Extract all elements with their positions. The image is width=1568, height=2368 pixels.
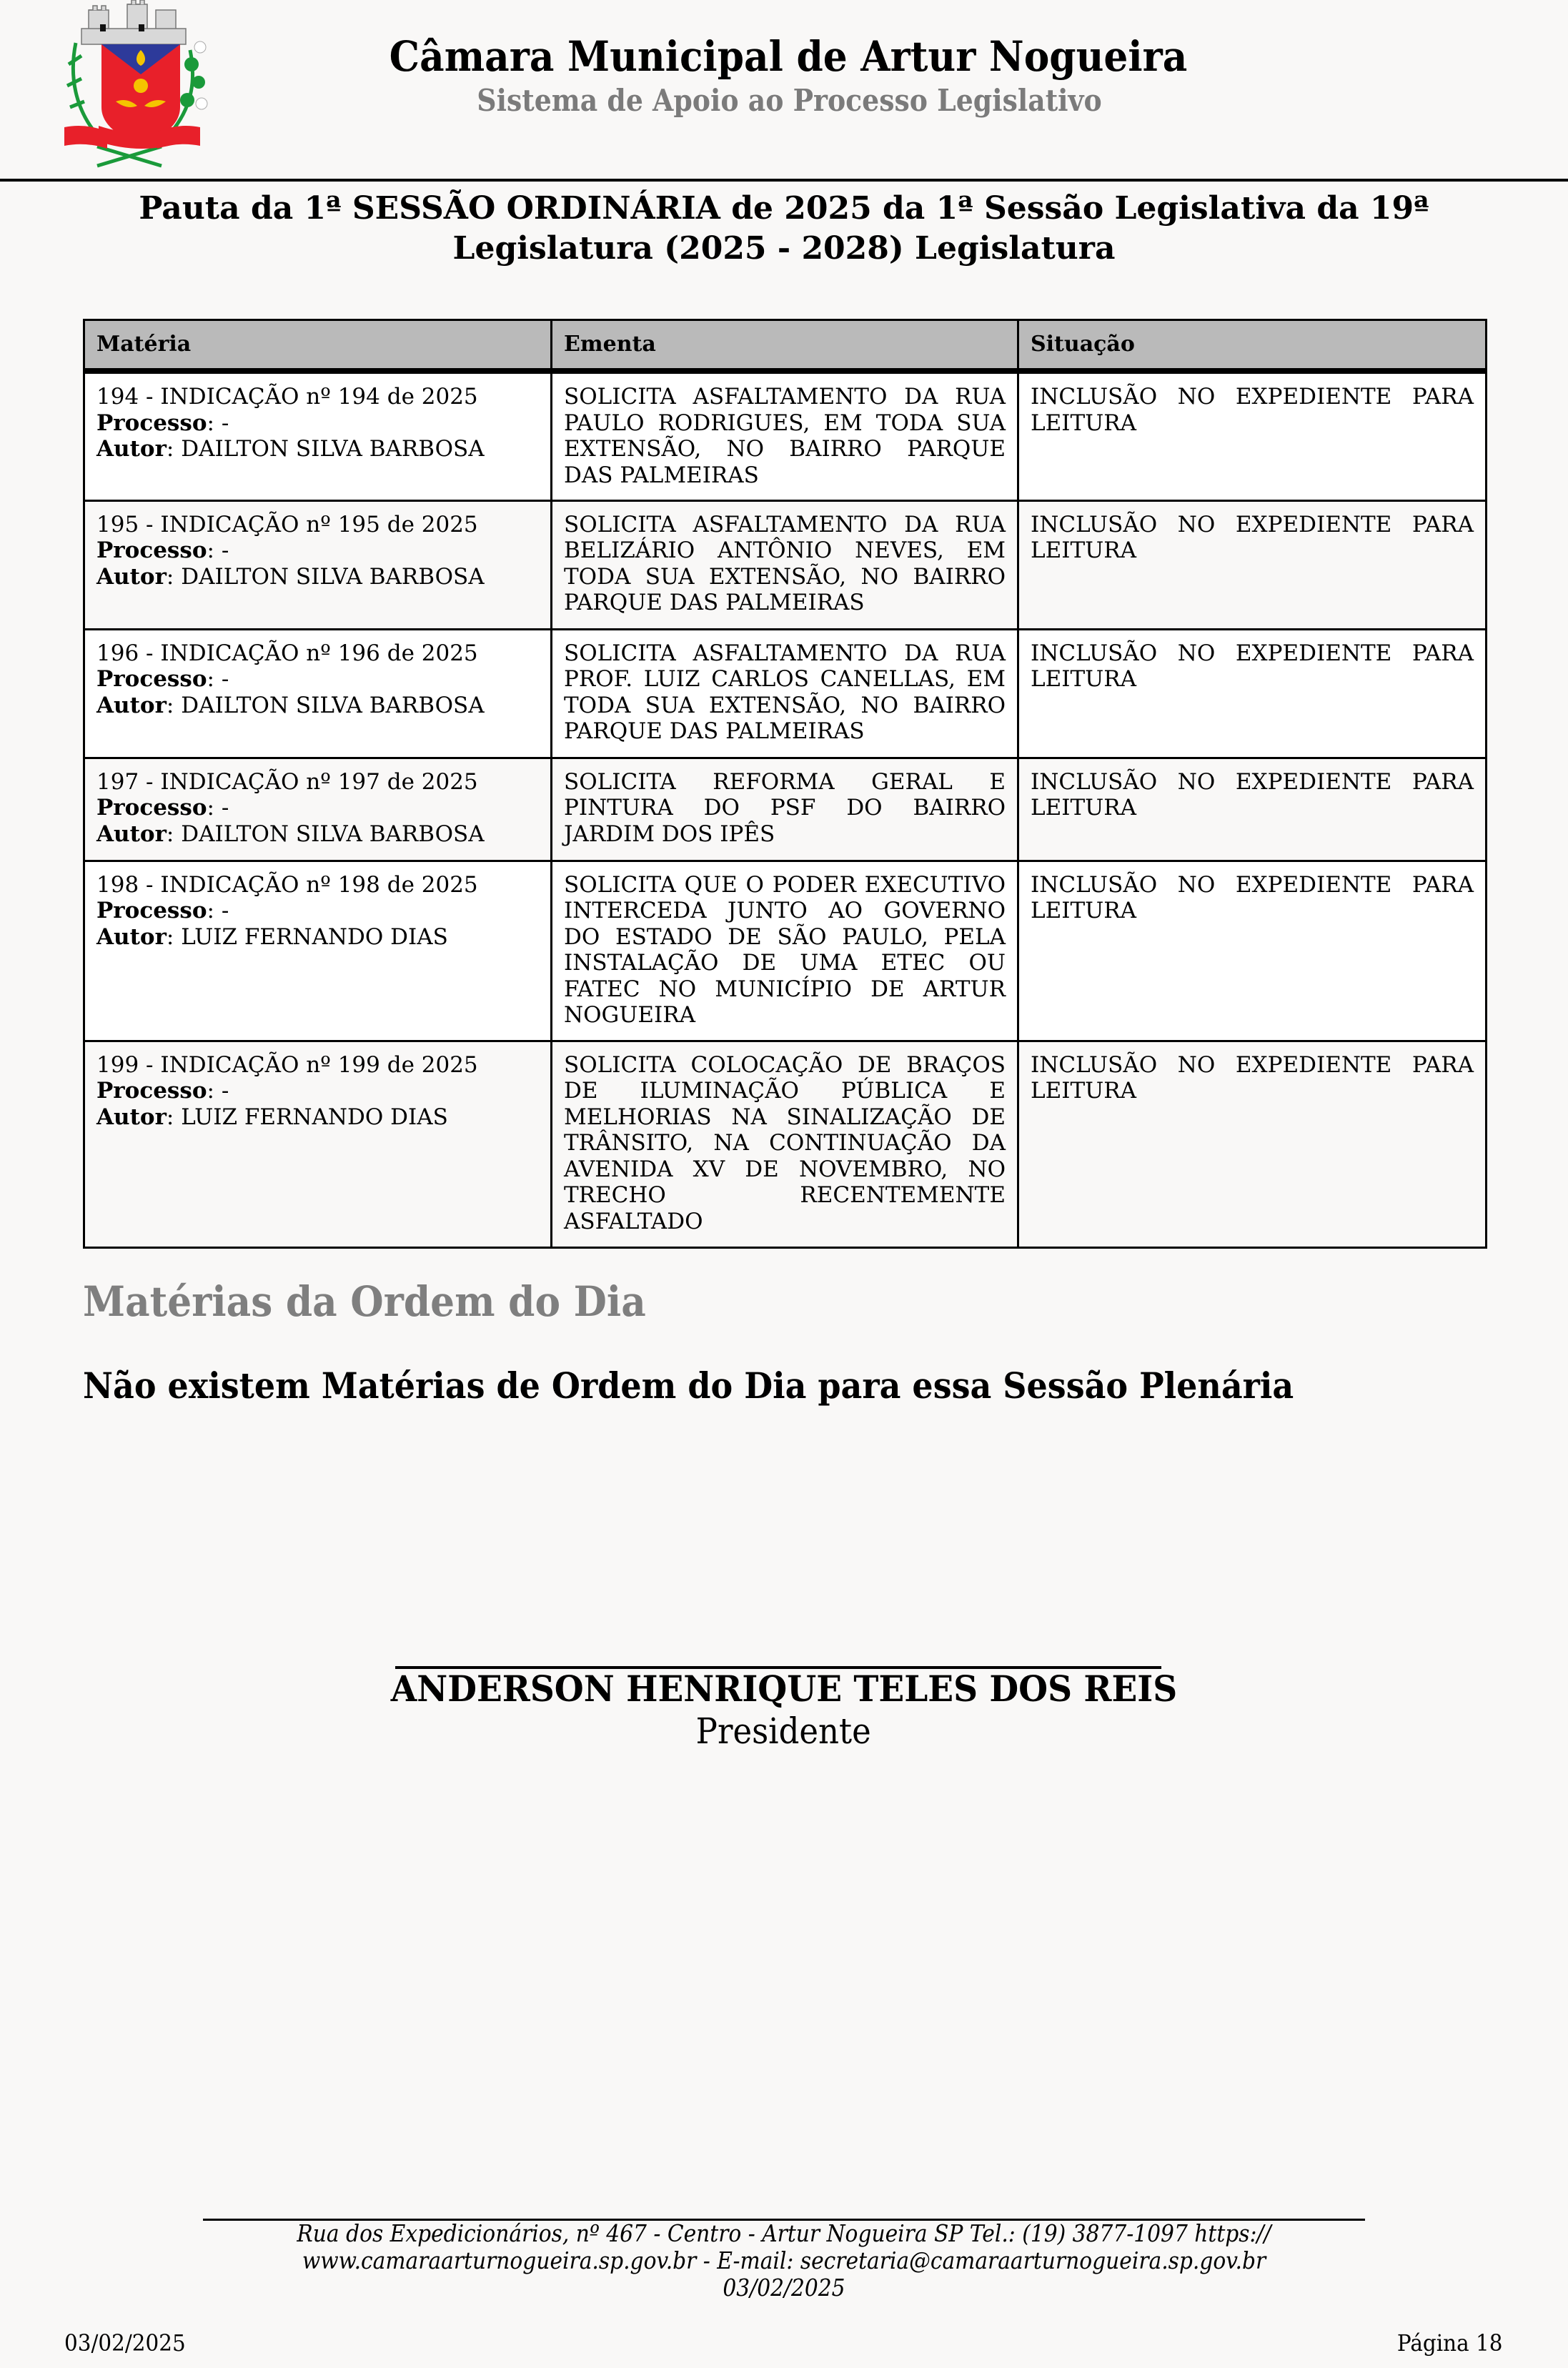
processo-value: : - — [207, 537, 229, 563]
autor-label: Autor — [96, 563, 167, 590]
ordem-do-dia-empty-message: Não existem Matérias de Ordem do Dia para essa Sessão Plenária — [83, 1364, 1294, 1407]
autor-line — [96, 436, 539, 462]
materia-cell — [84, 371, 552, 500]
materia-cell — [84, 629, 552, 758]
materia-title: 197 - INDICAÇÃO nº 197 de 2025 — [96, 768, 478, 795]
organization-subtitle: Sistema de Apoio ao Processo Legislativo — [477, 83, 1102, 118]
organization-title: Câmara Municipal de Artur Nogueira — [389, 32, 1188, 81]
processo-line — [96, 1078, 539, 1104]
table-row — [84, 1041, 1487, 1247]
ementa-cell: SOLICITA ASFALTAMENTO DA RUA PAULO RODRIGUES, EM TODA SUA EXTENSÃO, NO BAIRRO PARQUE DAS PALMEIRAS — [552, 371, 1018, 500]
signatory-name: ANDERSON HENRIQUE TELES DOS REIS — [390, 1668, 1178, 1710]
materia-title: 199 - INDICAÇÃO nº 199 de 2025 — [96, 1051, 478, 1078]
session-title: Pauta da 1ª SESSÃO ORDINÁRIA de 2025 da 1ª Sessão Legislativa da 19ª Legislatura (2025 - 2028) Legislatura — [139, 190, 1429, 267]
column-header-materia: Matéria — [84, 320, 552, 372]
table-row — [84, 500, 1487, 629]
autor-value: : LUIZ FERNANDO DIAS — [166, 923, 448, 950]
ementa-cell: SOLICITA QUE O PODER EXECUTIVO INTERCEDA JUNTO AO GOVERNO DO ESTADO DE SÃO PAULO, PELA INSTALAÇÃO DE UMA ETEC OU FATEC NO MUNICÍPIO DE ARTUR NOGUEIRA — [552, 861, 1018, 1041]
autor-line — [96, 821, 539, 848]
footer-address — [261, 2220, 1306, 2302]
autor-value: : DAILTON SILVA BARBOSA — [166, 436, 485, 462]
processo-line — [96, 410, 539, 437]
processo-label: Processo — [96, 666, 207, 692]
situacao-cell: INCLUSÃO NO EXPEDIENTE PARA LEITURA — [1018, 758, 1487, 861]
materia-title: 196 - INDICAÇÃO nº 196 de 2025 — [96, 640, 478, 666]
processo-value: : - — [207, 898, 229, 923]
processo-value: : - — [207, 1078, 229, 1104]
autor-label: Autor — [96, 692, 167, 718]
autor-label: Autor — [96, 436, 167, 462]
agenda-table — [83, 319, 1487, 1249]
header-divider — [0, 179, 1568, 182]
materia-cell — [84, 1041, 552, 1247]
processo-value: : - — [207, 795, 229, 821]
autor-label: Autor — [96, 1104, 167, 1130]
processo-line — [96, 795, 539, 821]
processo-label: Processo — [96, 898, 207, 923]
table-row — [84, 629, 1487, 758]
table-row — [84, 758, 1487, 861]
autor-line — [96, 924, 539, 951]
autor-line — [96, 1104, 539, 1131]
processo-value: : - — [207, 666, 229, 692]
materia-cell — [84, 861, 552, 1041]
footer-address-line: www.camaraarturnogueira.sp.gov.br - E-mail: secretaria@camaraarturnogueira.sp.gov.br — [302, 2246, 1266, 2274]
situacao-cell: INCLUSÃO NO EXPEDIENTE PARA LEITURA — [1018, 861, 1487, 1041]
materia-cell — [84, 758, 552, 861]
situacao-cell: INCLUSÃO NO EXPEDIENTE PARA LEITURA — [1018, 629, 1487, 758]
materia-title: 198 - INDICAÇÃO nº 198 de 2025 — [96, 871, 478, 898]
table-row — [84, 861, 1487, 1041]
ordem-do-dia-heading: Matérias da Ordem do Dia — [83, 1277, 646, 1326]
page-number: Página 18 — [1396, 2329, 1502, 2357]
ementa-cell: SOLICITA ASFALTAMENTO DA RUA PROF. LUIZ CARLOS CANELLAS, EM TODA SUA EXTENSÃO, NO BAIRRO PARQUE DAS PALMEIRAS — [552, 629, 1018, 758]
autor-line — [96, 564, 539, 590]
materia-title: 195 - INDICAÇÃO nº 195 de 2025 — [96, 511, 478, 537]
processo-line — [96, 537, 539, 564]
autor-value: : DAILTON SILVA BARBOSA — [166, 821, 485, 847]
autor-label: Autor — [96, 923, 167, 950]
situacao-cell: INCLUSÃO NO EXPEDIENTE PARA LEITURA — [1018, 371, 1487, 500]
processo-label: Processo — [96, 537, 207, 563]
situacao-cell: INCLUSÃO NO EXPEDIENTE PARA LEITURA — [1018, 500, 1487, 629]
column-header-ementa: Ementa — [552, 320, 1018, 372]
autor-value: : LUIZ FERNANDO DIAS — [166, 1104, 448, 1130]
processo-label: Processo — [96, 795, 207, 821]
autor-value: : DAILTON SILVA BARBOSA — [166, 563, 485, 590]
footer-address-line: Rua dos Expedicionários, nº 467 - Centro - Artur Nogueira SP Tel.: (19) 3877-1097 https:// — [297, 2219, 1271, 2247]
ementa-cell: SOLICITA ASFALTAMENTO DA RUA BELIZÁRIO ANTÔNIO NEVES, EM TODA SUA EXTENSÃO, NO BAIRRO PARQUE DAS PALMEIRAS — [552, 500, 1018, 629]
autor-line — [96, 693, 539, 719]
table-header-row — [84, 320, 1487, 372]
situacao-cell: INCLUSÃO NO EXPEDIENTE PARA LEITURA — [1018, 1041, 1487, 1247]
processo-line — [96, 666, 539, 693]
footer-date: 03/02/2025 — [64, 2329, 186, 2357]
footer-address-date: 03/02/2025 — [723, 2274, 845, 2302]
signatory-role: Presidente — [695, 1710, 871, 1752]
processo-label: Processo — [96, 1078, 207, 1104]
autor-value: : DAILTON SILVA BARBOSA — [166, 692, 485, 718]
ementa-cell: SOLICITA COLOCAÇÃO DE BRAÇOS DE ILUMINAÇÃO PÚBLICA E MELHORIAS NA SINALIZAÇÃO DE TRÂNSITO, NA CONTINUAÇÃO DA AVENIDA XV DE NOVEMBRO, NO TRECHO RECENTEMENTE ASFALTADO — [552, 1041, 1018, 1247]
materia-title: 194 - INDICAÇÃO nº 194 de 2025 — [96, 384, 478, 410]
ementa-cell: SOLICITA REFORMA GERAL E PINTURA DO PSF DO BAIRRO JARDIM DOS IPÊS — [552, 758, 1018, 861]
table-row — [84, 371, 1487, 500]
column-header-situacao: Situação — [1018, 320, 1487, 372]
processo-label: Processo — [96, 410, 207, 436]
processo-line — [96, 898, 539, 924]
autor-label: Autor — [96, 821, 167, 847]
materia-cell — [84, 500, 552, 629]
processo-value: : - — [207, 410, 229, 436]
